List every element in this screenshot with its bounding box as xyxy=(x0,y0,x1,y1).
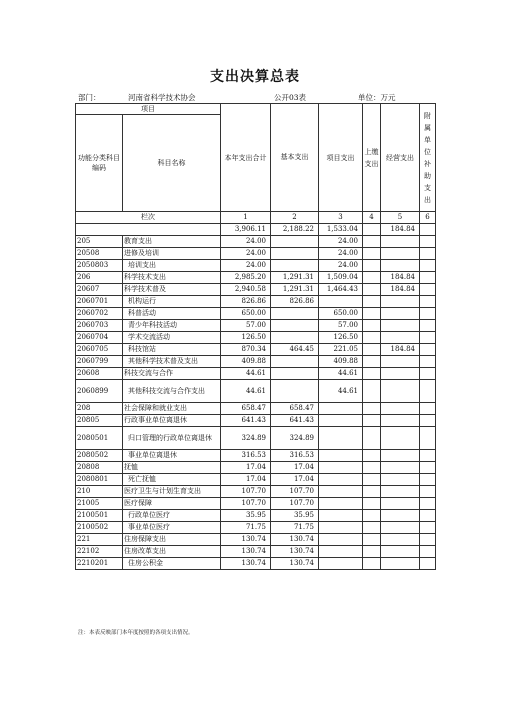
row-project: 24.00 xyxy=(319,260,363,272)
row-business xyxy=(381,558,420,570)
row-business xyxy=(381,522,420,534)
table-row xyxy=(76,356,436,368)
row-upper xyxy=(363,534,381,546)
row-name: 行政事业单位离退休 xyxy=(123,415,221,427)
row-project: 221.05 xyxy=(319,344,363,356)
row-business xyxy=(381,332,420,344)
row-code: 208 xyxy=(76,403,123,415)
row-business xyxy=(381,510,420,522)
row-code: 2210201 xyxy=(76,558,123,570)
row-total: 57.00 xyxy=(221,320,271,332)
table-row xyxy=(76,427,436,450)
row-basic: 130.74 xyxy=(271,558,319,570)
row-name: 归口管理的行政单位离退休 xyxy=(123,427,221,450)
row-upper xyxy=(363,522,381,534)
row-business xyxy=(381,320,420,332)
row-upper xyxy=(363,260,381,272)
row-basic xyxy=(271,236,319,248)
row-basic: 107.70 xyxy=(271,498,319,510)
table-row xyxy=(76,450,436,462)
row-basic: 107.70 xyxy=(271,486,319,498)
row-business xyxy=(381,248,420,260)
row-basic: 130.74 xyxy=(271,546,319,558)
col-index: 1 xyxy=(221,212,271,224)
summary-business: 184.84 xyxy=(381,224,420,236)
row-project xyxy=(319,474,363,486)
row-total: 658.47 xyxy=(221,403,271,415)
item-group-header: 项目 xyxy=(76,104,221,115)
col-index-label: 栏次 xyxy=(76,212,221,224)
subsidiary-header: 附属单位补助支出 xyxy=(420,104,436,212)
row-code: 2080801 xyxy=(76,474,123,486)
row-project xyxy=(319,296,363,308)
row-name: 抚恤 xyxy=(123,462,221,474)
table-row xyxy=(76,486,436,498)
row-subsidiary xyxy=(420,368,436,380)
row-project xyxy=(319,462,363,474)
row-business xyxy=(381,403,420,415)
row-name: 青少年科技活动 xyxy=(123,320,221,332)
row-name: 住房公积金 xyxy=(123,558,221,570)
row-business xyxy=(381,415,420,427)
row-subsidiary xyxy=(420,272,436,284)
row-total: 71.75 xyxy=(221,522,271,534)
row-total: 324.89 xyxy=(221,427,271,450)
table-row xyxy=(76,368,436,380)
row-upper xyxy=(363,462,381,474)
row-name: 科技交流与合作 xyxy=(123,368,221,380)
row-subsidiary xyxy=(420,332,436,344)
row-name: 医疗保障 xyxy=(123,498,221,510)
row-basic xyxy=(271,260,319,272)
business-header: 经营支出 xyxy=(381,104,420,212)
department-name: 河南省科学技术协会 xyxy=(128,93,196,102)
row-name: 其他科技交流与合作支出 xyxy=(123,380,221,403)
row-business xyxy=(381,462,420,474)
table-row xyxy=(76,272,436,284)
row-upper xyxy=(363,474,381,486)
row-business xyxy=(381,380,420,403)
row-code: 2060702 xyxy=(76,308,123,320)
col-index: 4 xyxy=(363,212,381,224)
row-name: 学术交流活动 xyxy=(123,332,221,344)
row-upper xyxy=(363,450,381,462)
row-name: 社会保障和就业支出 xyxy=(123,403,221,415)
row-project xyxy=(319,510,363,522)
row-subsidiary xyxy=(420,296,436,308)
row-project: 57.00 xyxy=(319,320,363,332)
row-upper xyxy=(363,558,381,570)
row-basic: 71.75 xyxy=(271,522,319,534)
basic-header: 基本支出 xyxy=(271,104,319,212)
row-project xyxy=(319,486,363,498)
row-project: 24.00 xyxy=(319,248,363,260)
row-upper xyxy=(363,308,381,320)
row-total: 130.74 xyxy=(221,558,271,570)
table-row xyxy=(76,308,436,320)
unit-label: 单位：万元 xyxy=(358,93,396,102)
row-code: 20608 xyxy=(76,368,123,380)
row-code: 20808 xyxy=(76,462,123,474)
row-name: 行政单位医疗 xyxy=(123,510,221,522)
row-subsidiary xyxy=(420,534,436,546)
row-basic xyxy=(271,356,319,368)
row-project xyxy=(319,522,363,534)
footnote: 注：本表反映部门本年度按照的各项支出情况。 xyxy=(78,630,194,636)
row-upper xyxy=(363,284,381,296)
row-project: 44.61 xyxy=(319,380,363,403)
row-code: 2060899 xyxy=(76,380,123,403)
row-subsidiary xyxy=(420,522,436,534)
table-row xyxy=(76,546,436,558)
summary-subsidiary xyxy=(420,224,436,236)
row-name: 科技馆站 xyxy=(123,344,221,356)
row-business xyxy=(381,450,420,462)
row-basic: 324.89 xyxy=(271,427,319,450)
row-name: 科学技术支出 xyxy=(123,272,221,284)
row-upper xyxy=(363,320,381,332)
row-project: 409.88 xyxy=(319,356,363,368)
row-project: 1,509.04 xyxy=(319,272,363,284)
row-code: 221 xyxy=(76,534,123,546)
row-project xyxy=(319,546,363,558)
row-subsidiary xyxy=(420,320,436,332)
row-total: 44.61 xyxy=(221,380,271,403)
row-basic: 17.04 xyxy=(271,462,319,474)
row-code: 21005 xyxy=(76,498,123,510)
row-upper xyxy=(363,427,381,450)
row-subsidiary xyxy=(420,260,436,272)
row-basic: 1,291.31 xyxy=(271,272,319,284)
row-total: 870.34 xyxy=(221,344,271,356)
row-upper xyxy=(363,510,381,522)
row-total: 126.50 xyxy=(221,332,271,344)
row-subsidiary xyxy=(420,462,436,474)
row-basic: 316.53 xyxy=(271,450,319,462)
row-code: 2080502 xyxy=(76,450,123,462)
row-total: 2,940.58 xyxy=(221,284,271,296)
row-basic xyxy=(271,308,319,320)
row-code: 2100501 xyxy=(76,510,123,522)
page-title: 支出决算总表 xyxy=(210,69,300,85)
col-index: 2 xyxy=(271,212,319,224)
row-upper xyxy=(363,296,381,308)
row-total: 44.61 xyxy=(221,368,271,380)
row-basic xyxy=(271,320,319,332)
row-upper xyxy=(363,498,381,510)
row-basic: 130.74 xyxy=(271,534,319,546)
row-total: 17.04 xyxy=(221,474,271,486)
table-row xyxy=(76,344,436,356)
row-total: 641.43 xyxy=(221,415,271,427)
row-business xyxy=(381,308,420,320)
row-code: 206 xyxy=(76,272,123,284)
row-upper xyxy=(363,486,381,498)
table-row xyxy=(76,236,436,248)
row-code: 2050803 xyxy=(76,260,123,272)
table-row xyxy=(76,260,436,272)
row-upper xyxy=(363,546,381,558)
row-subsidiary xyxy=(420,403,436,415)
row-name: 事业单位医疗 xyxy=(123,522,221,534)
row-business xyxy=(381,356,420,368)
row-code: 20805 xyxy=(76,415,123,427)
row-code: 2080501 xyxy=(76,427,123,450)
row-subsidiary xyxy=(420,415,436,427)
row-project xyxy=(319,403,363,415)
row-total: 17.04 xyxy=(221,462,271,474)
row-basic: 658.47 xyxy=(271,403,319,415)
row-name: 其他科学技术普及支出 xyxy=(123,356,221,368)
row-business xyxy=(381,546,420,558)
row-business: 184.84 xyxy=(381,284,420,296)
row-code: 20508 xyxy=(76,248,123,260)
table-row xyxy=(76,248,436,260)
row-upper xyxy=(363,236,381,248)
row-business xyxy=(381,534,420,546)
summary-basic: 2,188.22 xyxy=(271,224,319,236)
row-business xyxy=(381,296,420,308)
row-upper xyxy=(363,356,381,368)
row-name: 事业单位离退休 xyxy=(123,450,221,462)
row-subsidiary xyxy=(420,546,436,558)
row-subsidiary xyxy=(420,236,436,248)
table-row xyxy=(76,415,436,427)
subject-name-header: 科目名称 xyxy=(123,115,221,212)
row-project: 650.00 xyxy=(319,308,363,320)
form-number: 公开03表 xyxy=(274,93,307,102)
row-total: 107.70 xyxy=(221,486,271,498)
row-project: 126.50 xyxy=(319,332,363,344)
row-total: 107.70 xyxy=(221,498,271,510)
row-subsidiary xyxy=(420,498,436,510)
row-total: 2,985.20 xyxy=(221,272,271,284)
row-subsidiary xyxy=(420,474,436,486)
row-code: 205 xyxy=(76,236,123,248)
table-row xyxy=(76,558,436,570)
project-header: 项目支出 xyxy=(319,104,363,212)
row-upper xyxy=(363,403,381,415)
row-project: 24.00 xyxy=(319,236,363,248)
row-name: 培训支出 xyxy=(123,260,221,272)
func-code-header: 功能分类科目编码 xyxy=(76,115,123,212)
row-basic xyxy=(271,248,319,260)
row-subsidiary xyxy=(420,510,436,522)
row-total: 409.88 xyxy=(221,356,271,368)
row-subsidiary xyxy=(420,427,436,450)
row-business xyxy=(381,260,420,272)
row-project xyxy=(319,415,363,427)
table-row xyxy=(76,320,436,332)
expenditure-table xyxy=(75,103,436,570)
row-name: 医疗卫生与计划生育支出 xyxy=(123,486,221,498)
row-project xyxy=(319,558,363,570)
summary-total: 3,906.11 xyxy=(221,224,271,236)
row-business xyxy=(381,498,420,510)
row-basic xyxy=(271,380,319,403)
department-label: 部门： xyxy=(78,93,101,102)
row-total: 130.74 xyxy=(221,546,271,558)
row-upper xyxy=(363,332,381,344)
row-subsidiary xyxy=(420,308,436,320)
table-row xyxy=(76,332,436,344)
row-upper xyxy=(363,415,381,427)
row-upper xyxy=(363,368,381,380)
row-code: 2060704 xyxy=(76,332,123,344)
row-upper xyxy=(363,380,381,403)
table-row xyxy=(76,462,436,474)
row-subsidiary xyxy=(420,558,436,570)
row-business: 184.84 xyxy=(381,272,420,284)
row-name: 住房改革支出 xyxy=(123,546,221,558)
row-basic xyxy=(271,368,319,380)
row-subsidiary xyxy=(420,284,436,296)
row-total: 24.00 xyxy=(221,236,271,248)
summary-upper xyxy=(363,224,381,236)
row-business xyxy=(381,368,420,380)
row-name: 住房保障支出 xyxy=(123,534,221,546)
row-business xyxy=(381,427,420,450)
row-project xyxy=(319,498,363,510)
table-row xyxy=(76,474,436,486)
row-upper xyxy=(363,344,381,356)
row-name: 死亡抚恤 xyxy=(123,474,221,486)
row-business xyxy=(381,486,420,498)
row-basic: 17.04 xyxy=(271,474,319,486)
row-upper xyxy=(363,248,381,260)
row-basic: 464.45 xyxy=(271,344,319,356)
row-code: 2060799 xyxy=(76,356,123,368)
row-name: 科普活动 xyxy=(123,308,221,320)
row-basic xyxy=(271,332,319,344)
row-code: 2060705 xyxy=(76,344,123,356)
row-upper xyxy=(363,272,381,284)
table-row xyxy=(76,380,436,403)
table-row xyxy=(76,498,436,510)
row-name: 科学技术普及 xyxy=(123,284,221,296)
row-name: 机构运行 xyxy=(123,296,221,308)
table-row xyxy=(76,534,436,546)
row-subsidiary xyxy=(420,450,436,462)
row-code: 2100502 xyxy=(76,522,123,534)
row-subsidiary xyxy=(420,380,436,403)
row-project xyxy=(319,534,363,546)
row-total: 24.00 xyxy=(221,248,271,260)
row-project: 44.61 xyxy=(319,368,363,380)
table-row xyxy=(76,522,436,534)
row-basic: 1,291.31 xyxy=(271,284,319,296)
summary-row xyxy=(76,224,436,236)
row-total: 24.00 xyxy=(221,260,271,272)
table-row xyxy=(76,510,436,522)
row-basic: 826.86 xyxy=(271,296,319,308)
row-subsidiary xyxy=(420,248,436,260)
row-business xyxy=(381,474,420,486)
row-code: 2060703 xyxy=(76,320,123,332)
row-total: 316.53 xyxy=(221,450,271,462)
col-index: 3 xyxy=(319,212,363,224)
row-subsidiary xyxy=(420,344,436,356)
row-basic: 641.43 xyxy=(271,415,319,427)
row-code: 20607 xyxy=(76,284,123,296)
row-name: 教育支出 xyxy=(123,236,221,248)
summary-label xyxy=(76,224,221,236)
row-code: 22102 xyxy=(76,546,123,558)
row-business xyxy=(381,236,420,248)
col-index: 6 xyxy=(420,212,436,224)
row-total: 650.00 xyxy=(221,308,271,320)
total-header: 本年支出合计 xyxy=(221,104,271,212)
col-index: 5 xyxy=(381,212,420,224)
row-code: 2060701 xyxy=(76,296,123,308)
row-name: 进修及培训 xyxy=(123,248,221,260)
row-subsidiary xyxy=(420,356,436,368)
table-row xyxy=(76,403,436,415)
row-subsidiary xyxy=(420,486,436,498)
row-project xyxy=(319,427,363,450)
summary-project: 1,533.04 xyxy=(319,224,363,236)
row-code: 210 xyxy=(76,486,123,498)
row-basic: 35.95 xyxy=(271,510,319,522)
upper-header: 上缴支出 xyxy=(363,104,381,212)
row-total: 826.86 xyxy=(221,296,271,308)
row-project xyxy=(319,450,363,462)
row-total: 35.95 xyxy=(221,510,271,522)
row-total: 130.74 xyxy=(221,534,271,546)
table-row xyxy=(76,296,436,308)
row-business: 184.84 xyxy=(381,344,420,356)
row-project: 1,464.43 xyxy=(319,284,363,296)
table-row xyxy=(76,284,436,296)
